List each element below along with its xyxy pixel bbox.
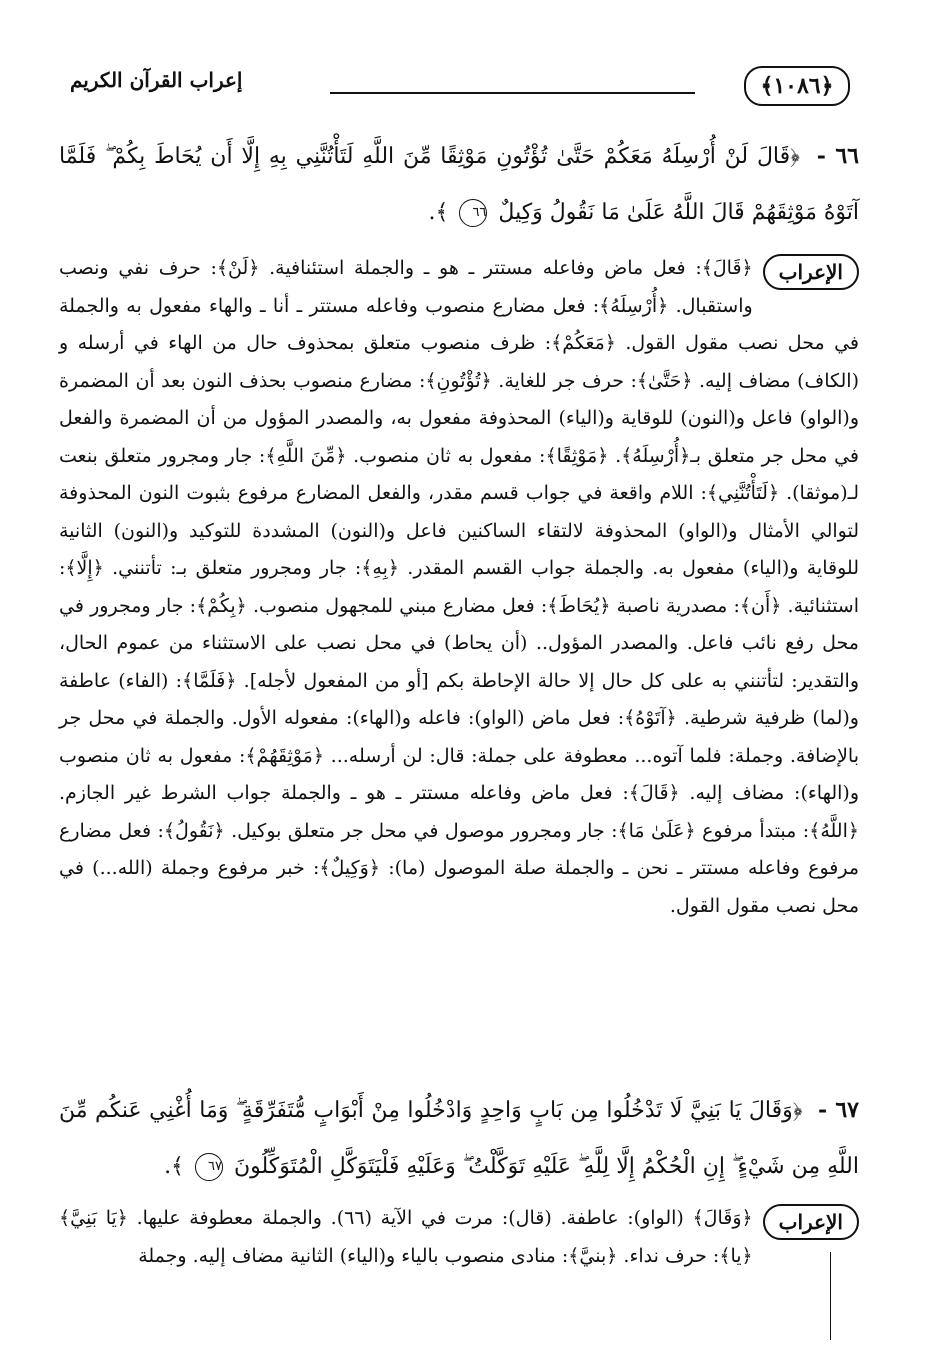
page-header <box>70 62 850 112</box>
margin-rule <box>830 1252 831 1340</box>
verse-67 <box>59 1082 859 1195</box>
verse-text: ﴿قَالَ لَنْ أُرْسِلَهُ مَعَكُمْ حَتَّىٰ تُؤْتُونِ مَوْثِقًا مِّنَ اللَّهِ لَتَأْتُنَّنِي بِهِ إِلَّا أَن يُحَاطَ بِكُمْ ۖ فَلَمَّا آتَوْهُ مَوْثِقَهُمْ قَالَ اللَّهُ عَلَىٰ مَا نَقُولُ وَكِيلٌ <box>59 144 859 225</box>
irab-text: ﴿وَقَالَ﴾ (الواو): عاطفة. (قال): مرت في الآية (٦٦). والجملة معطوفة عليها. ﴿يَا بَنِيَّ﴾ ﴿يا﴾: حرف نداء. ﴿بنيَّ﴾: منادى منصوب بالياء و(الياء) الثانية مضاف إليه. وجملة <box>59 1207 753 1267</box>
book-title: إعراب القرآن الكريم <box>70 68 243 92</box>
irab-paragraph-66 <box>59 250 859 925</box>
ayah-end-marker: ٦٦ <box>459 199 487 227</box>
verse-number: ٦٧ - <box>818 1097 859 1123</box>
verse-text: ﴿وَقَالَ يَا بَنِيَّ لَا تَدْخُلُوا مِن بَابٍ وَاحِدٍ وَادْخُلُوا مِنْ أَبْوَابٍ مُّتَفَرِّقَةٍ ۖ وَمَا أُغْنِي عَنكُم مِّنَ اللَّهِ مِن شَيْءٍ ۖ إِنِ الْحُكْمُ إِلَّا لِلَّهِ ۖ عَلَيْهِ تَوَكَّلْتُ ۖ وَعَلَيْهِ فَلْيَتَوَكَّلِ الْمُتَوَكِّلُونَ <box>59 1098 859 1179</box>
irab-paragraph-67 <box>59 1200 859 1275</box>
irab-label: الإعراب <box>763 1204 859 1240</box>
verse-closing: ﴾. <box>164 1154 184 1179</box>
page-number: ﴿١٠٨٦﴾ <box>744 66 850 106</box>
ayah-end-marker: ٦٧ <box>195 1153 223 1181</box>
verse-66 <box>59 128 859 241</box>
irab-text: ﴿قَالَ﴾: فعل ماض وفاعله مستتر ـ هو ـ والجملة استئنافية. ﴿لَنْ﴾: حرف نفي ونصب واستقبال. ﴿أُرْسِلَهُ﴾: فعل مضارع منصوب وفاعله مستتر ـ أنا ـ والهاء مفعول به والجملة في محل نصب مقول القول. ﴿مَعَكُمْ﴾: ظرف منصوب متعلق بمحذوف حال من الهاء في أرسله و (الكاف) مضاف إليه. ﴿حَتَّىٰ﴾: حرف جر للغاية. ﴿تُؤْتُونِ﴾: مضارع منصوب بحذف النون بعد أن المضمرة و(الواو) فاعل و(النون) للوقاية و(الياء) المحذوفة مفعول به، والمصدر المؤول من أن المضمرة والفعل في محل جر متعلق بـ﴿أُرْسِلَهُ﴾. ﴿مَوْثِقًا﴾: مفعول به ثان منصوب. ﴿مِّنَ اللَّهِ﴾: جار ومجرور متعلق بنعت لـ(موثقا). ﴿لَتَأْتُنَّنِي﴾: اللام واقعة في جواب قسم مقدر، والفعل المضارع مرفوع بثبوت النون المحذوفة لتوالي الأمثال و(الواو) المحذوفة لالتقاء الساكنين فاعل و(النون) المشددة للتوكيد و(النون) الثانية للوقاية و(الياء) مفعول به. والجملة جواب القسم المقدر. ﴿بِهِ﴾: جار ومجرور متعلق بـ: تأتنني. ﴿إِلَّا﴾: استثنائية. ﴿أَن﴾: مصدرية ناصبة ﴿يُحَاطَ﴾: فعل مضارع مبني للمجهول منصوب. ﴿بِكُمْ﴾: جار ومجرور في محل رفع نائب فاعل. والمصدر المؤول.. (أن يحاط) في محل نصب على الاستثناء من عموم الحال، والتقدير: لتأتنني به على كل حال إلا حالة الإحاطة بكم [أو من المفعول لأجله]. ﴿فَلَمَّا﴾: (الفاء) عاطفة و(لما) ظرفية شرطية. ﴿آتَوْهُ﴾: فعل ماض (الواو): فاعله و(الهاء): مفعوله الأول. والجملة في محل جر بالإضافة. وجملة: فلما آتوه... معطوفة على جملة: قال: لن أرسله... ﴿مَوْثِقَهُمْ﴾: مفعول به ثان منصوب و(الهاء): مضاف إليه. ﴿قَالَ﴾: فعل ماض وفاعله مستتر ـ هو ـ والجملة جواب الشرط غير الجازم. ﴿اللَّهُ﴾: مبتدأ مرفوع ﴿عَلَىٰ مَا﴾: جار ومجرور موصول في محل جر متعلق بوكيل. ﴿نَقُولُ﴾: فعل مضارع مرفوع وفاعله مستتر ـ نحن ـ والجملة صلة الموصول (ما): ﴿وَكِيلٌ﴾: خبر مرفوع وجملة (الله...) في محل نصب مقول القول. <box>59 257 859 917</box>
irab-label: الإعراب <box>763 254 859 290</box>
verse-number: ٦٦ - <box>816 143 859 169</box>
verse-closing: ﴾. <box>428 200 449 225</box>
header-rule <box>330 92 695 94</box>
